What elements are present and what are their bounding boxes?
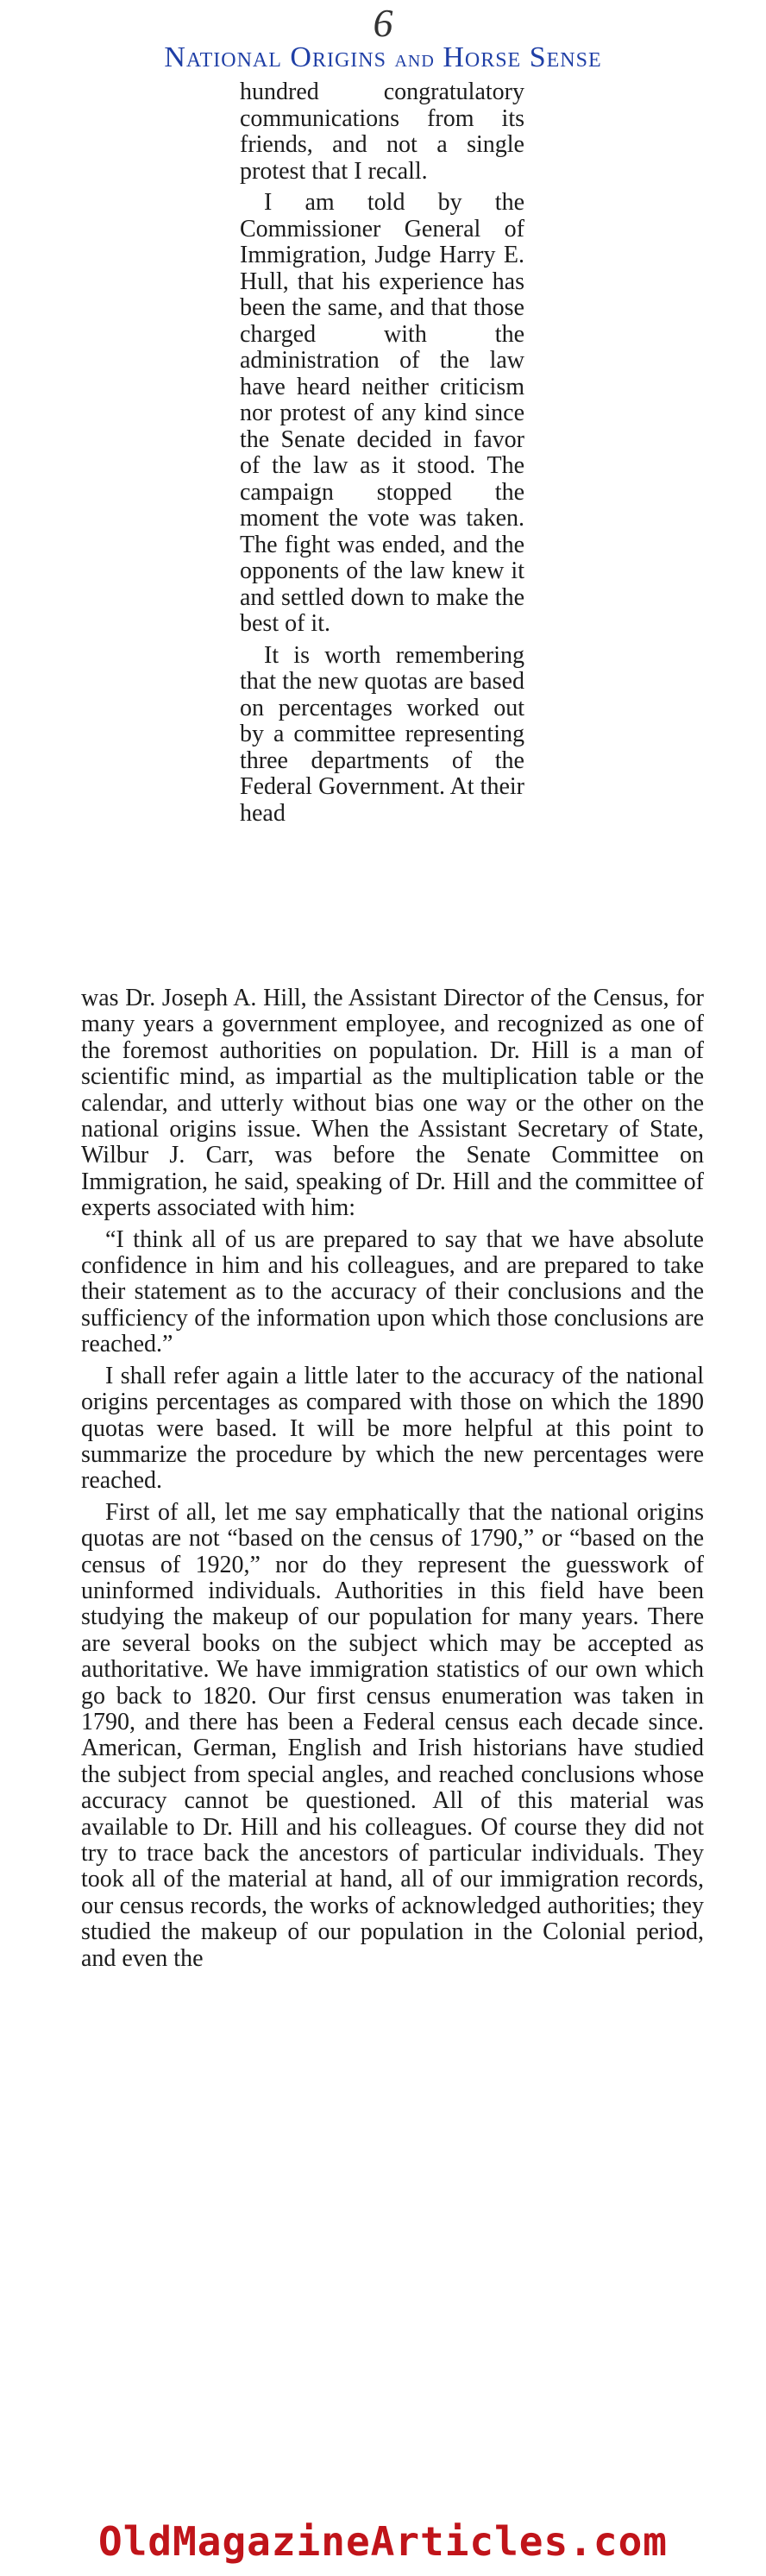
narrow-column bbox=[240, 79, 524, 832]
wide-column bbox=[81, 986, 704, 1977]
paragraph: First of all, let me say emphatically that the national origins quotas are not “based on the census of 1790,” or “based on the census of 1920,” nor do they represent the guesswork of uninformed individuals. Authorities in this field have been studying the makeup of our population for many years. There are several books on the subject which may be accepted as authoritative. We have immigration statistics of our own which go back to 1820. Our first census enumeration was taken in 1790, and there has been a Federal census each decade since. American, German, English and Irish historians have studied the subject from special angles, and reached conclusions whose accuracy cannot be questioned. All of this material was available to Dr. Hill and his colleagues. Of course they did not try to trace back the ancestors of particular individuals. They took all of the material at hand, all of our immigration records, our census records, the works of acknowledged authorities; they studied the makeup of our population in the Colonial period, and even the bbox=[81, 1498, 704, 1972]
paragraph: I am told by the Commissioner General of Immigration, Judge Harry E. Hull, that his experience has been the same, and that those charged with the administration of the law have heard neither criticism nor protest of any kind since the Senate decided in favor of the law as it stood. The campaign stopped the moment the vote was taken. The fight was ended, and the opponents of the law knew it and settled down to make the best of it. bbox=[240, 189, 524, 637]
paragraph: hundred congratulatory communications from its friends, and not a single protest that I recall. bbox=[240, 79, 524, 185]
quote-paragraph: “I think all of us are prepared to say that we have absolute confidence in him and his colleagues, and are prepared to take their statement as to the accuracy of their conclusions and the sufficiency of the information upon which those conclusions are reached.” bbox=[81, 1225, 704, 1358]
paragraph: It is worth remembering that the new quotas are based on percentages worked out by a committee representing three departments of the Federal Government. At their head bbox=[240, 641, 524, 827]
page-number: 6 bbox=[373, 1, 393, 45]
headline-right: Horse Sense bbox=[443, 41, 602, 73]
article-headline bbox=[0, 41, 766, 73]
headline-left: National Origins bbox=[164, 41, 386, 73]
site-watermark: OldMagazineArticles.com bbox=[98, 2518, 668, 2565]
headline-and: and bbox=[394, 46, 435, 72]
paragraph: was Dr. Joseph A. Hill, the Assistant Director of the Census, for many years a government employee, and recognized as one of the foremost authorities on population. Dr. Hill is a man of scientific mind, as impartial as the multiplication table or the calendar, and utterly without bias one way or the other on the national origins issue. When the Assistant Secretary of State, Wilbur J. Carr, was before the Senate Committee on Immigration, he said, speaking of Dr. Hill and the committee of experts associated with him: bbox=[81, 985, 704, 1222]
paragraph: I shall refer again a little later to the accuracy of the national origins percentages as compared with those on which the 1890 quotas were based. It will be more helpful at this point to summarize the procedure by which the new percentages were reached. bbox=[81, 1362, 704, 1495]
